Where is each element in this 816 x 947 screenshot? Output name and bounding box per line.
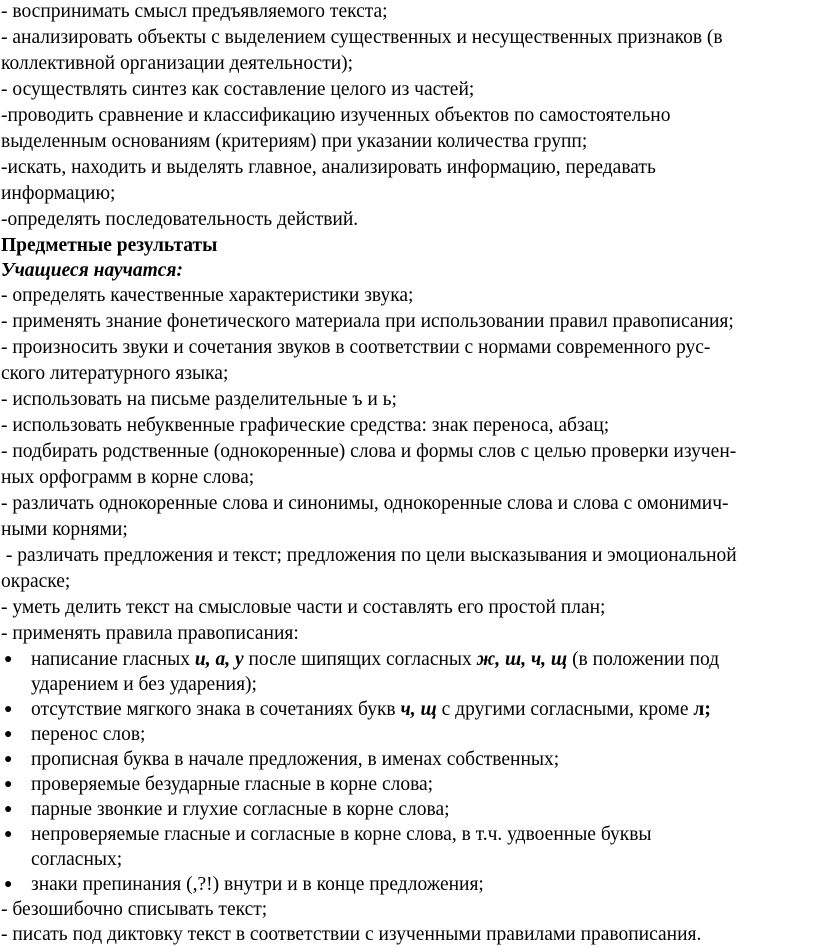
text-line: - использовать небуквенные графические средства: знак переноса, абзац;	[1, 415, 610, 436]
bullet-icon: ●	[4, 702, 13, 717]
text-line: информацию;	[1, 183, 116, 204]
text-line: -проводить сравнение и классификацию изученных объектов по самостоятельно	[1, 105, 671, 126]
text-line: - определять качественные характеристики звука;	[1, 285, 414, 306]
text-line: - произносить звуки и сочетания звуков в соответствии с нормами современного рус-	[1, 337, 711, 358]
list-item: перенос слов;	[31, 724, 146, 745]
list-item-continuation: ударением и без ударения);	[31, 674, 257, 695]
section-heading: Предметные результаты	[1, 235, 218, 256]
list-item-continuation: согласных;	[31, 849, 123, 870]
text-line: - уметь делить текст на смысловые части и составлять его простой план;	[1, 597, 606, 618]
text-line: - различать предложения и текст; предложения по цели высказывания и эмоциональной	[1, 545, 737, 566]
text-line: - различать однокоренные слова и синонимы, однокоренные слова и слова с омонимич-	[1, 493, 729, 514]
text-line: - применять правила правописания:	[1, 623, 299, 644]
list-item: парные звонкие и глухие согласные в корне слова;	[31, 799, 450, 820]
text-line: окраске;	[1, 571, 71, 592]
text-line: выделенным основаниям (критериям) при указании количества групп;	[1, 131, 588, 152]
text-line: - осуществлять синтез как составление целого из частей;	[1, 79, 475, 100]
text-line: -определять последовательность действий.	[1, 209, 359, 230]
list-item: прописная буква в начале предложения, в именах собственных;	[31, 749, 560, 770]
list-item: отсутствие мягкого знака в сочетаниях букв ч, щ с другими согласными, кроме л;	[31, 699, 711, 720]
text-line: ными корнями;	[1, 519, 128, 540]
bullet-icon: ●	[4, 777, 13, 792]
text-line: - писать под диктовку текст в соответствии с изученными правилами правописания.	[1, 924, 702, 945]
text-line: -искать, находить и выделять главное, анализировать информацию, передавать	[1, 157, 656, 178]
text-line: - применять знание фонетического материала при использовании правил правописания;	[1, 311, 734, 332]
text-line: коллективной организации деятельности);	[1, 53, 354, 74]
text-line: - анализировать объекты с выделением существенных и несущественных признаков (в	[1, 27, 723, 48]
list-item: знаки препинания (,?!) внутри и в конце предложения;	[31, 874, 484, 895]
bullet-icon: ●	[4, 827, 13, 842]
text-line: ных орфограмм в корне слова;	[1, 467, 255, 488]
list-item: проверяемые безударные гласные в корне слова;	[31, 774, 434, 795]
section-subheading: Учащиеся научатся:	[1, 260, 183, 281]
text-line: - использовать на письме разделительные ъ и ь;	[1, 389, 397, 410]
text-line: ского литературного языка;	[1, 363, 229, 384]
text-line: - подбирать родственные (однокоренные) слова и формы слов с целью проверки изучен-	[1, 441, 737, 462]
text-line: - безошибочно списывать текст;	[1, 899, 268, 920]
bullet-icon: ●	[4, 652, 13, 667]
list-item: непроверяемые гласные и согласные в корне слова, в т.ч. удвоенные буквы	[31, 824, 652, 845]
bullet-icon: ●	[4, 877, 13, 892]
list-item: написание гласных и, а, у после шипящих согласных ж, ш, ч, щ (в положении под	[31, 649, 720, 670]
text-line: - воспринимать смысл предъявляемого текста;	[1, 1, 388, 22]
bullet-icon: ●	[4, 752, 13, 767]
bullet-icon: ●	[4, 727, 13, 742]
bullet-icon: ●	[4, 802, 13, 817]
